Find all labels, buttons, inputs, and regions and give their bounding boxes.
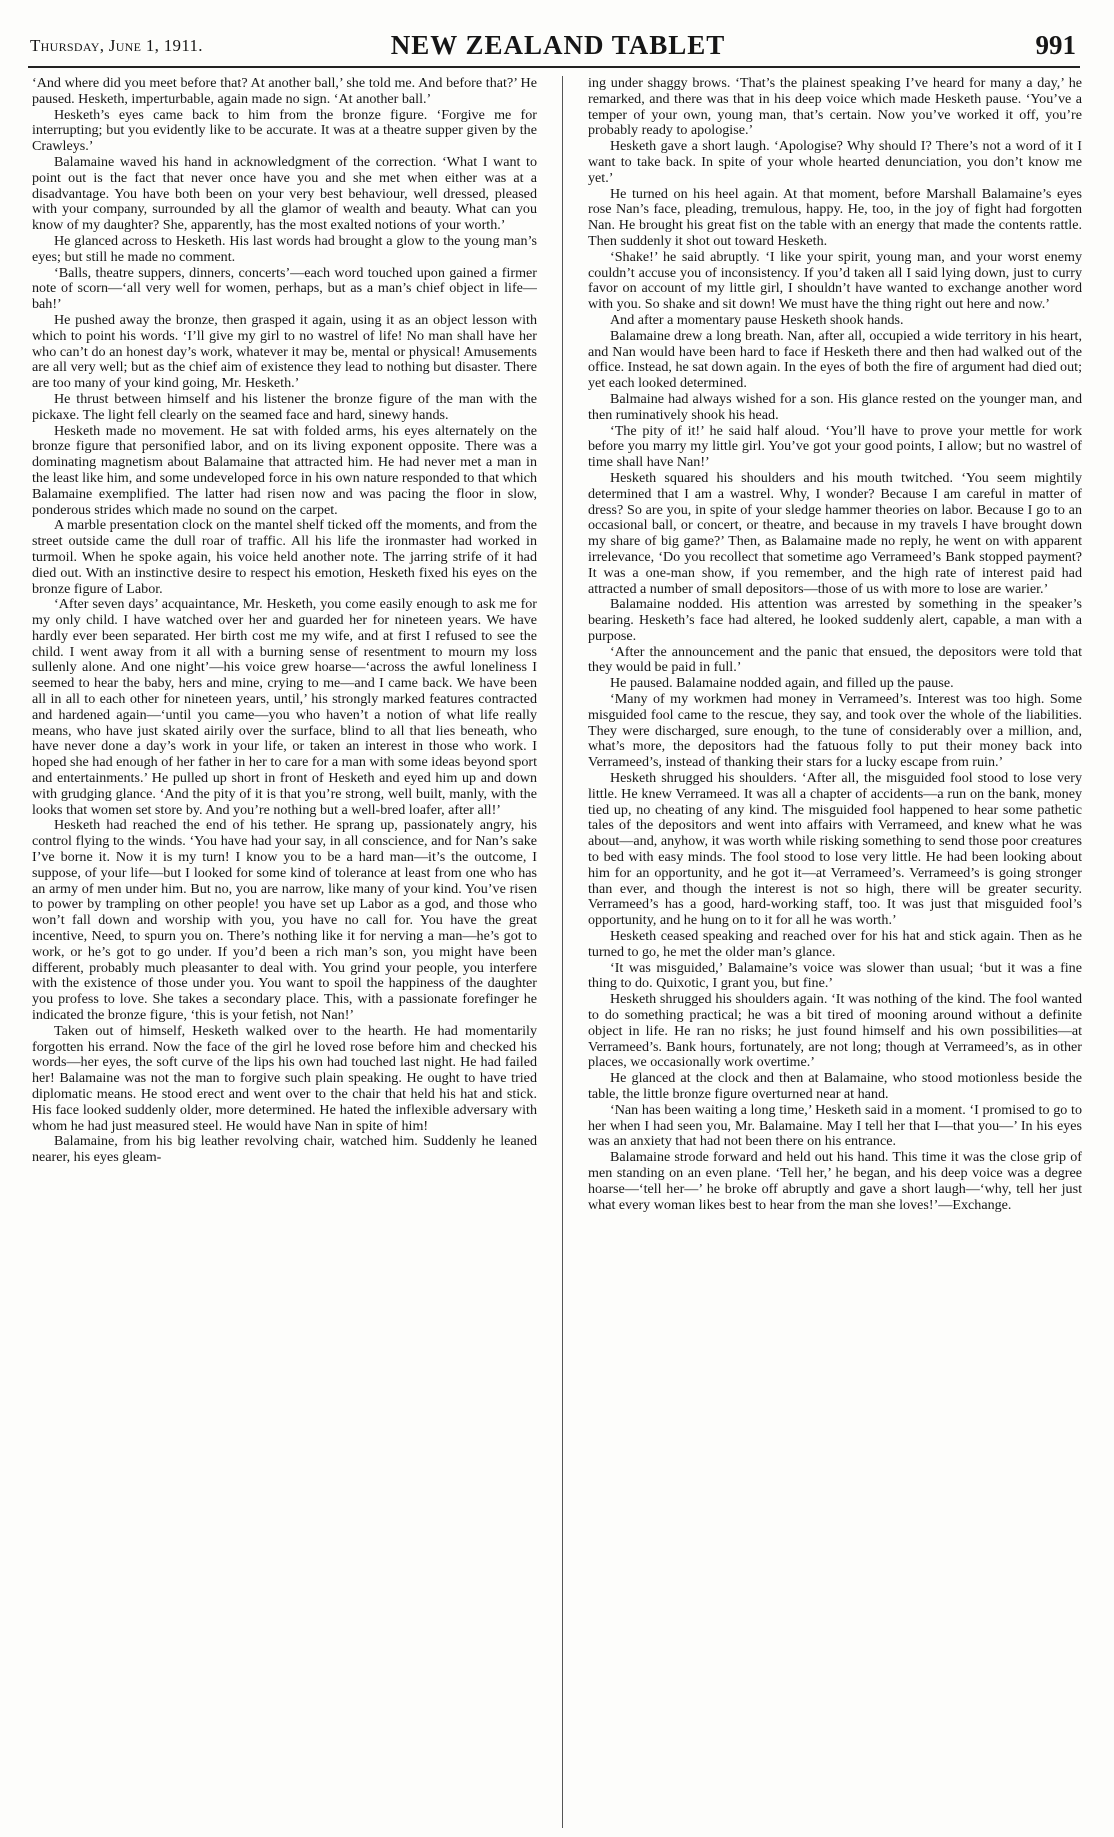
issue-date: Thursday, June 1, 1911. (30, 36, 203, 55)
header-rule (28, 66, 1080, 68)
paragraph: ‘And where did you meet before that? At another ball,’ she told me. And before that?’ He paused. Hesketh, imperturbable, again made no sign. ‘At another ball.’ (32, 76, 537, 107)
paragraph: ‘The pity of it!’ he said half aloud. ‘You’ll have to prove your mettle for work before you marry my little girl. You’ve got your good points, I allow; but no wastrel of time shall have Nan!’ (588, 422, 1082, 471)
left-column (32, 76, 537, 1828)
paragraph: ‘After the announcement and the panic that ensued, the depositors were told that they would be paid in full.’ (588, 643, 1082, 676)
paragraph: Hesketh made no movement. He sat with folded arms, his eyes alternately on the bronze figure that personified labor, and on its living exponent opposite. There was a dominating magnetism about Balamaine that attracted him. He had never met a man in the least like him, and some undeveloped force in his own nature responded to that which Balamaine exemplified. The latter had risen now and was pacing the floor in slow, ponderous strides which made no sound on the carpet. (32, 422, 537, 518)
paragraph: He thrust between himself and his listener the bronze figure of the man with the pickaxe. The light fell clearly on the seamed face and hard, sinewy hands. (32, 390, 537, 423)
paragraph: Hesketh shrugged his shoulders again. ‘It was nothing of the kind. The fool wanted to do something practical; he was a bit tired of mooning around without a definite object in life. He ran no risks; he just found himself and his own possibilities—at Verrameed’s. Bank hours, fortunately, are not long; though at Verrameed’s, as in other places, we occasionally work overtime.’ (588, 991, 1082, 1071)
paragraph: ‘Shake!’ he said abruptly. ‘I like your spirit, young man, and your worst enemy couldn’t accuse you of inconsistency. If you’d taken all I said lying down, just to curry favor on account of my little girl, I shouldn’t have wanted to exchange another word with you. So shake and sit down! We must have the thing right out here and now.’ (588, 248, 1082, 313)
paragraph: He paused. Balamaine nodded again, and filled up the pause. (610, 675, 954, 692)
paragraph: Hesketh squared his shoulders and his mouth twitched. ‘You seem mightily determined that I am a wastrel. Why, I wonder? Because I am careful in matter of dress? So are you, in spite of your sledge hammer theories on labor. Because I go to an occasional ball, or concert, or theatre, and because in my travels I have brought down my share of big game?’ Then, as Balamaine made no reply, he went on with apparent irrelevance, ‘Do you recollect that sometime ago Verrameed’s Bank stopped payment? It was a one-man show, if you remember, and the high rate of interest paid had attracted a number of small depositors—those of us with more to lose are warier.’ (588, 469, 1082, 597)
paragraph: ing under shaggy brows. ‘That’s the plainest speaking I’ve heard for many a day,’ he remarked, and there was that in his deep voice which made Hesketh pause. ‘You’ve a temper of your own, young man, that’s certain. Now you’ve worked it off, you’re probably ready to apologise.’ (588, 76, 1082, 139)
paragraph: Balamaine waved his hand in acknowledgment of the correction. ‘What I want to point out is the fact that never once have you and she met when either was at a disadvantage. You have both been on your very best behaviour, well dressed, pleased with your company, surrounded by all the glamor of wealth and beauty. What can you know of my daughter? She, apparently, has the most exalted notions of your worth.’ (32, 153, 537, 234)
paragraph: ‘Many of my workmen had money in Verrameed’s. Interest was too high. Some misguided fool came to the rescue, they say, and took over the whole of the liabilities. They were discharged, sure enough, to the tune of considerably over a million, and, what’s more, the depositors had the fatuous folly to put their money back into Verrameed’s, instead of thanking their stars for a lucky escape from ruin.’ (588, 691, 1082, 771)
paragraph: A marble presentation clock on the mantel shelf ticked off the moments, and from the street outside came the dull roar of traffic. All his life the ironmaster had worked in turmoil. When he spoke again, his voice held another note. The jarring strife of it had died out. With an instinctive desire to respect his emotion, Hesketh fixed his eyes on the bronze figure of Labor. (32, 517, 537, 597)
right-column (588, 76, 1082, 1828)
paragraph: Balamaine drew a long breath. Nan, after all, occupied a wide territory in his heart, and Nan would have been hard to face if Hesketh there and then had walked out of the office. Instead, he sat down again. In the eyes of both the fire of argument had died out; yet each looked determined. (588, 327, 1082, 392)
paragraph: Hesketh shrugged his shoulders. ‘After all, the misguided fool stood to lose very little. He knew Verrameed. It was all a chapter of accidents—a run on the bank, money tied up, no cheating of any kind. The misguided fool happened to hear some pathetic tales of the depositors and went into affairs with Verrameed, and knew what he was about—and, anyhow, it was worth while risking something to send those poor creatures to bed with easy minds. The fool stood to lose very little. He had been looking about him for an opportunity, and he got it—at Verrameed’s. Verrameed’s is going stronger than ever, and though the interest is not so high, there will be greater security. Verrameed’s has a good, hard-working staff, too. It was just that misguided fool’s opportunity, and he hung on to it for all he was worth.’ (588, 770, 1082, 929)
paragraph: Balmaine had always wished for a son. His glance rested on the younger man, and then ruminatively shook his head. (588, 390, 1082, 423)
paragraph: Taken out of himself, Hesketh walked over to the hearth. He had momentarily forgotten his errand. Now the face of the girl he loved rose before him and checked his words—her eyes, the soft curve of the lips his own had touched last night. He had failed her! Balamaine was not the man to forgive such plain speaking. He ought to have tried diplomatic means. He stood erect and went over to the chair that held his hat and stick. His face looked suddenly older, more determined. He hated the inflexible adversary with whom he had just measured steel. He would have Nan in spite of him! (32, 1022, 537, 1134)
column-divider (562, 76, 563, 1828)
paragraph: He glanced across to Hesketh. His last words had brought a glow to the young man’s eyes; but still he made no comment. (32, 232, 537, 265)
paragraph: Balamaine strode forward and held out his hand. This time it was the close grip of men standing on an even plane. ‘Tell her,’ he began, and his deep voice was a degree hoarse—‘tell her—’ he broke off abruptly and gave a short laugh—‘why, tell her just what every woman likes best to hear from the man she loves!’—Exchange. (588, 1149, 1082, 1213)
paragraph: Hesketh ceased speaking and reached over for his hat and stick again. Then as he turned to go, he met the older man’s glance. (588, 928, 1082, 960)
paragraph: ‘Balls, theatre suppers, dinners, concerts’—each word touched upon gained a firmer note of scorn—‘all very well for women, perhaps, but as a man’s chief object in life—bah!’ (32, 264, 537, 313)
paragraph: Balamaine, from his big leather revolving chair, watched him. Suddenly he leaned nearer, his eyes gleam- (32, 1133, 537, 1166)
paragraph: Hesketh’s eyes came back to him from the bronze figure. ‘Forgive me for interrupting; but you evidently like to be accurate. It was at a theatre supper given by the Crawleys.’ (32, 106, 537, 155)
publication-title: NEW ZEALAND TABLET (390, 30, 726, 60)
paragraph: Hesketh gave a short laugh. ‘Apologise? Why should I? There’s not a word of it I want to take back. In spite of your whole hearted denunciation, you don’t know me yet.’ (588, 138, 1082, 186)
paragraph: ‘Nan has been waiting a long time,’ Hesketh said in a moment. ‘I promised to go to her when I had seen you, Mr. Balamaine. May I tell her that I—that you—’ In his eyes was an anxiety that had not been there on his entrance. (588, 1101, 1082, 1150)
paragraph: Hesketh had reached the end of his tether. He sprang up, passionately angry, his control flying to the winds. ‘You have had your say, in all conscience, and for Nan’s sake I’ve borne it. Now it is my turn! I know you to be a hard man—it’s the outcome, I suppose, of your life—but I looked for some kind of tolerance at least from one who has an army of men under him. But no, you are narrow, like many of your kind. You’ve risen to power by trampling on other people! you have set up Labor as a god, and those who won’t fall down and worship with you, you have no call for. You have the great incentive, Need, to spurn you on. There’s nothing like it for nerving a man—he’s got to work, or he’s got to go under. If you’d been a rich man’s son, you might have been different, probably much pleasanter to deal with. You grind your people, you interfere with the existence of those under you. You want to spoil the happiness of the daughter you profess to love. She takes a secondary place. This, with a passionate forefinger he indicated the bronze figure, ‘this is your fetish, not Nan!’ (32, 817, 537, 1024)
masthead (28, 30, 1088, 62)
paragraph: He turned on his heel again. At that moment, before Marshall Balamaine’s eyes rose Nan’s face, pleading, tremulous, happy. He, too, in the joy of fight had forgotten Nan. He brought his great fist on the table with an energy that made the contents rattle. Then suddenly it shot out toward Hesketh. (588, 185, 1082, 249)
paragraph: ‘After seven days’ acquaintance, Mr. Hesketh, you come easily enough to ask me for my only child. I have watched over her and guarded her for nineteen years. We have hardly ever been separated. Her birth cost me my wife, and at first I refused to see the child. I went away from it all with a burning sense of resentment to mourn my loss sullenly alone. And one night’—his voice grew hoarse—‘across the awful loneliness I seemed to hear the baby, hers and mine, crying to me—and I came back. We have been all in all to each other for nineteen years, until,’ his strongly marked features contracted and hardened again—‘until you came—you who haven’t a notion of what life really means, who have just skated airily over the surface, blind to all that lies beneath, who have never done a day’s work in your life, or taken an interest in those who work. I hoped she had enough of her father in her to care for a man with some ideas beyond sport and entertainments.’ He pulled up short in front of Hesketh and eyed him up and down with grudging glance. ‘And the pity of it is that you’re strong, well built, manly, with the looks that women set store by. And you’re nothing but a well-bred loafer, after all!’ (32, 596, 537, 818)
paragraph: ‘It was misguided,’ Balamaine’s voice was slower than usual; ‘but it was a fine thing to do. Quixotic, I grant you, but fine.’ (588, 959, 1082, 992)
paragraph: Balamaine nodded. His attention was arrested by something in the speaker’s bearing. Hesketh’s face had altered, he looked suddenly alert, capable, a man with a purpose. (588, 596, 1082, 644)
paragraph: He pushed away the bronze, then grasped it again, using it as an object lesson with which to point his words. ‘I’ll give my girl to no wastrel of life! No man shall have her who can’t do an honest day’s work, whatever it may be, mental or physical! Amusements are all very well; but as the chief aim of existence they lead to nothing but disaster. There are too many of your kind going, Mr. Hesketh.’ (32, 311, 537, 392)
paragraph: And after a momentary pause Hesketh shook hands. (610, 311, 904, 328)
paragraph: He glanced at the clock and then at Balamaine, who stood motionless beside the table, the little bronze figure overturned near at hand. (588, 1070, 1082, 1102)
page-number: 991 (1035, 30, 1076, 60)
